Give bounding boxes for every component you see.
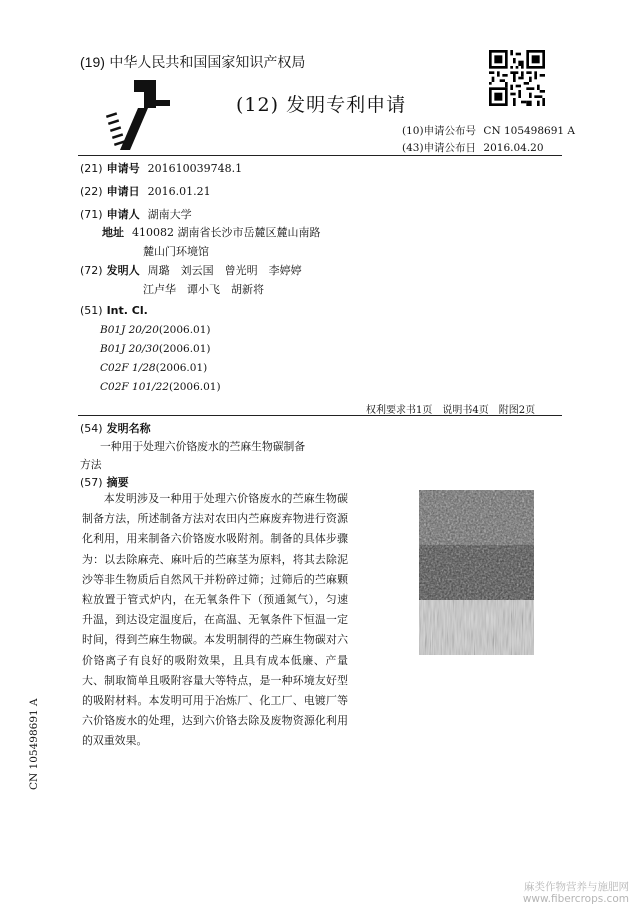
ipc-item: [100, 343, 211, 355]
pub-date-label: 申请公布日: [423, 142, 477, 154]
field-code: (57): [80, 476, 103, 489]
inventors-line-2: 江卢华 谭小飞 胡新将: [143, 283, 264, 296]
ipc-version: (2006.01): [158, 343, 211, 355]
field-code: (72): [80, 264, 103, 277]
ipc-version: (2006.01): [168, 381, 221, 393]
applicant-address-line-2: [143, 243, 209, 259]
abstract-heading: [80, 474, 137, 490]
field-code: (71): [80, 208, 103, 221]
biblio-divider: [78, 415, 562, 416]
abstract-paragraph: 本发明涉及一种用于处理六价铬废水的苎麻生物碳制备方法，所述制备方法对农田内苎麻废弃物进行资源化利用，用来制备六价铬废水吸附剂。制备的具体步骤为：以去除麻壳、麻叶后的苎麻茎为原料，将其去除泥沙等非生物质后自然风干并粉碎过筛；过筛后的苎麻颗粒放置于管式炉内，在无氧条件下（预通氮气），匀速升温，到达设定温度后，在高温、无氧条件下恒温一定时间，得到苎麻生物碳。本发明制得的苎麻生物碳对六价铬离子有良好的吸附效果，且具有成本低廉、产量大、制取简单且吸附容量大等特点，是一种环境友好型的吸附材料。本发明可用于冶炼厂、化工厂、电镀厂等六价铬废水的处理，达到六价铬去除及废物资源化利用的双重效果。: [82, 492, 348, 748]
ipc-version: (2006.01): [155, 362, 208, 374]
pub-date-value: 2016.04.20: [483, 142, 544, 154]
watermark-line-2: www.fibercrops.com: [522, 893, 629, 905]
field-label: Int. Cl.: [106, 304, 148, 317]
abstract-figure: [419, 490, 534, 655]
field-label: 发明人: [106, 264, 140, 277]
pub-no-label: 申请公布号: [423, 125, 477, 137]
address-line-1: 410082 湖南省长沙市岳麓区麓山南路: [132, 226, 321, 239]
pub-no-value: CN 105498691 A: [483, 125, 576, 137]
field-value: 201610039748.1: [147, 162, 243, 175]
field-value: 2016.01.21: [147, 185, 211, 198]
field-label: 发明名称: [106, 422, 151, 435]
application-date: [80, 183, 211, 199]
office-name: 中华人民共和国国家知识产权局: [109, 55, 306, 71]
address-line-2: 麓山门环境馆: [143, 245, 209, 258]
field-value: 湖南大学: [147, 208, 192, 221]
page-counts: 权利要求书1页 说明书4页 附图2页: [366, 405, 536, 416]
qr-code-icon: [489, 50, 545, 106]
field-label: 申请人: [106, 208, 140, 221]
field-code: (21): [80, 162, 103, 175]
applicant-address: [102, 224, 321, 240]
pub-no-code: (10): [402, 125, 424, 137]
ipc-version: (2006.01): [158, 324, 211, 336]
field-label: 申请号: [106, 162, 140, 175]
doc-type-title: 发明专利申请: [286, 94, 407, 116]
field-code: (22): [80, 185, 103, 198]
field-code: (51): [80, 304, 103, 317]
pub-date-code: (43): [402, 142, 424, 154]
side-publication-label: CN 105498691 A: [28, 698, 40, 790]
abstract-text: [82, 489, 348, 752]
application-number: [80, 160, 242, 176]
publication-date-line: [402, 140, 544, 155]
office-code: (19): [80, 54, 105, 70]
ipc-class: B01J 20/20: [100, 324, 159, 336]
patent-office-logo-icon: [104, 74, 176, 154]
office-header: [80, 52, 305, 72]
ipc-item: [100, 362, 207, 374]
inventors-line-1: 周璐 刘云国 曾光明 李婷婷: [147, 264, 302, 277]
invention-title-heading: [80, 420, 159, 436]
applicant: [80, 206, 192, 222]
ipc-class: C02F 1/28: [100, 362, 156, 374]
header-divider: [78, 155, 562, 156]
publication-number-line: [402, 123, 575, 138]
watermark-line-1: 麻类作物营养与施肥网: [524, 881, 629, 893]
ipc-class: C02F 101/22: [100, 381, 169, 393]
field-label: 摘要: [106, 476, 129, 489]
field-label: 申请日: [106, 185, 140, 198]
inventors: [80, 262, 302, 278]
int-cl-heading: [80, 304, 156, 317]
invention-title-line-1: 一种用于处理六价铬废水的苎麻生物碳制备: [100, 440, 306, 453]
doc-type-code: (12): [236, 94, 280, 116]
field-label: 地址: [102, 226, 124, 239]
ipc-item: [100, 324, 211, 336]
ipc-item: [100, 381, 221, 393]
inventors-line-2-row: [143, 281, 264, 297]
field-code: (54): [80, 422, 103, 435]
ipc-class: B01J 20/30: [100, 343, 159, 355]
document-type: [236, 90, 406, 117]
invention-title-line-2: 方法: [80, 458, 102, 471]
